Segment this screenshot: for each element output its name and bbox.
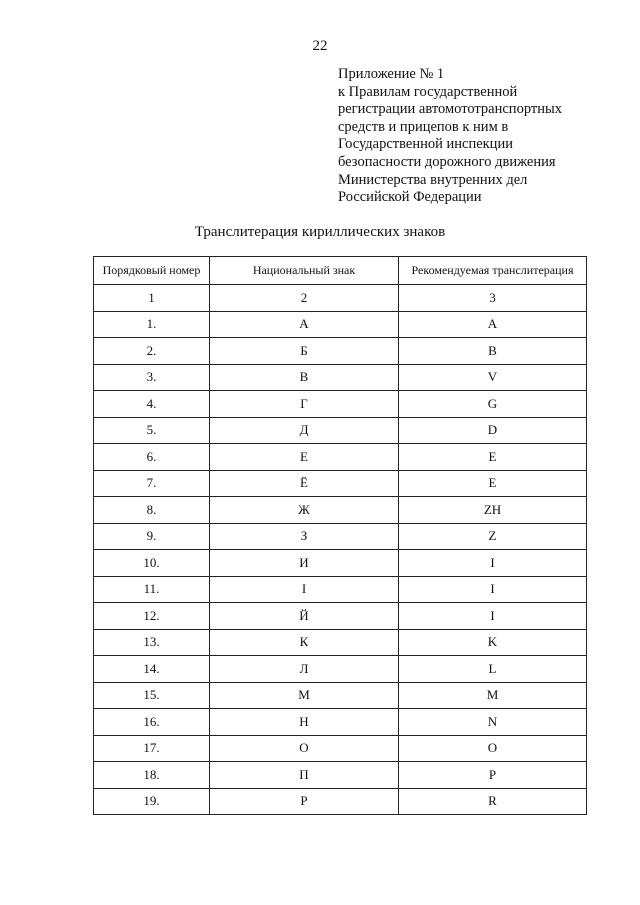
table-body	[94, 285, 587, 815]
table-row	[94, 497, 587, 524]
table-row	[94, 550, 587, 577]
cell-transliteration: K	[399, 629, 587, 656]
cell-national-sign: К	[210, 629, 399, 656]
table-row	[94, 523, 587, 550]
cell-ordinal-number: 10.	[94, 550, 210, 577]
cell-national-sign: И	[210, 550, 399, 577]
cell-national-sign: Л	[210, 656, 399, 683]
cell-transliteration: D	[399, 417, 587, 444]
appendix-line: средств и прицепов к ним в	[338, 118, 509, 135]
appendix-block	[338, 66, 628, 207]
cell-ordinal-number: 8.	[94, 497, 210, 524]
cell-transliteration: B	[399, 338, 587, 365]
cell-ordinal-number: 13.	[94, 629, 210, 656]
table-row	[94, 285, 587, 312]
cell-ordinal-number: 17.	[94, 735, 210, 762]
cell-ordinal-number: 3.	[94, 364, 210, 391]
cell-national-sign: Г	[210, 391, 399, 418]
cell-transliteration: P	[399, 762, 587, 789]
cell-transliteration: E	[399, 470, 587, 497]
appendix-line: Российской Федерации	[338, 189, 482, 206]
transliteration-table	[93, 256, 587, 815]
cell-transliteration: I	[399, 576, 587, 603]
cell-transliteration: E	[399, 444, 587, 471]
cell-transliteration: N	[399, 709, 587, 736]
header-national-sign: Национальный знак	[210, 257, 399, 285]
table-row	[94, 762, 587, 789]
cell-national-sign: Б	[210, 338, 399, 365]
cell-transliteration: M	[399, 682, 587, 709]
cell-transliteration: O	[399, 735, 587, 762]
cell-transliteration: V	[399, 364, 587, 391]
table-row	[94, 417, 587, 444]
cell-ordinal-number: 19.	[94, 788, 210, 815]
cell-national-sign: Й	[210, 603, 399, 630]
table-row	[94, 338, 587, 365]
cell-transliteration: Z	[399, 523, 587, 550]
cell-national-sign: О	[210, 735, 399, 762]
table-row	[94, 656, 587, 683]
appendix-line: Министерства внутренних дел	[338, 171, 528, 188]
cell-ordinal-number: 12.	[94, 603, 210, 630]
cell-national-sign: В	[210, 364, 399, 391]
appendix-line: безопасности дорожного движения	[338, 153, 556, 170]
cell-national-sign: Ж	[210, 497, 399, 524]
table-row	[94, 682, 587, 709]
document-title: Транслитерация кириллических знаков	[194, 224, 446, 240]
cell-national-sign: 2	[210, 285, 399, 312]
table-row	[94, 735, 587, 762]
table-row	[94, 391, 587, 418]
table-row	[94, 311, 587, 338]
table-row	[94, 444, 587, 471]
table-row	[94, 603, 587, 630]
cell-national-sign: З	[210, 523, 399, 550]
appendix-line: регистрации автомототранспортных	[338, 101, 562, 118]
cell-ordinal-number: 9.	[94, 523, 210, 550]
cell-ordinal-number: 16.	[94, 709, 210, 736]
table-row	[94, 470, 587, 497]
cell-national-sign: П	[210, 762, 399, 789]
cell-ordinal-number: 11.	[94, 576, 210, 603]
page-number: 22	[312, 38, 328, 54]
cell-national-sign: Н	[210, 709, 399, 736]
cell-transliteration: R	[399, 788, 587, 815]
cell-ordinal-number: 7.	[94, 470, 210, 497]
header-recommended-transliteration: Рекомендуемая транслитерация	[399, 257, 587, 285]
cell-ordinal-number: 1.	[94, 311, 210, 338]
cell-transliteration: ZH	[399, 497, 587, 524]
cell-ordinal-number: 2.	[94, 338, 210, 365]
cell-ordinal-number: 14.	[94, 656, 210, 683]
table-row	[94, 709, 587, 736]
cell-ordinal-number: 6.	[94, 444, 210, 471]
cell-transliteration: 3	[399, 285, 587, 312]
cell-national-sign: А	[210, 311, 399, 338]
cell-ordinal-number: 18.	[94, 762, 210, 789]
table-row	[94, 576, 587, 603]
cell-national-sign: Е	[210, 444, 399, 471]
cell-transliteration: G	[399, 391, 587, 418]
cell-national-sign: Ё	[210, 470, 399, 497]
cell-national-sign: М	[210, 682, 399, 709]
table-row	[94, 364, 587, 391]
cell-ordinal-number: 5.	[94, 417, 210, 444]
cell-national-sign: Д	[210, 417, 399, 444]
cell-transliteration: I	[399, 550, 587, 577]
cell-national-sign: Р	[210, 788, 399, 815]
header-ordinal-number: Порядковый номер	[94, 257, 210, 285]
cell-transliteration: L	[399, 656, 587, 683]
appendix-line: к Правилам государственной	[338, 83, 518, 100]
cell-ordinal-number: 1	[94, 285, 210, 312]
cell-transliteration: A	[399, 311, 587, 338]
table-header-row	[94, 257, 587, 285]
cell-transliteration: I	[399, 603, 587, 630]
cell-ordinal-number: 4.	[94, 391, 210, 418]
table-row	[94, 788, 587, 815]
appendix-line: Государственной инспекции	[338, 136, 513, 153]
cell-ordinal-number: 15.	[94, 682, 210, 709]
appendix-line: Приложение № 1	[338, 66, 445, 82]
table-row	[94, 629, 587, 656]
cell-national-sign: І	[210, 576, 399, 603]
